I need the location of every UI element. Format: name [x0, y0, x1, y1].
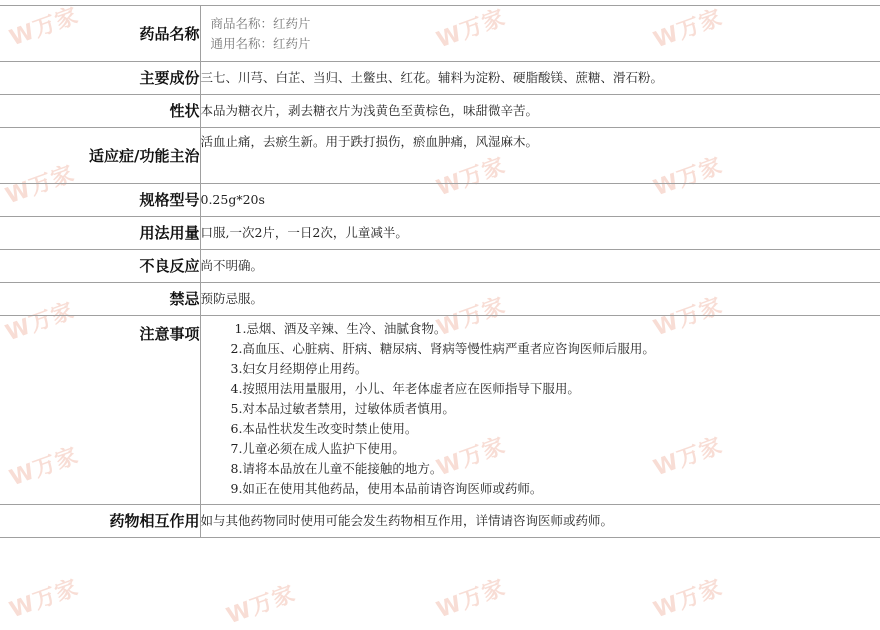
list-item: 9.如正在使用其他药品，使用本品前请咨询医师或药师。: [231, 479, 880, 499]
value-drug-name: [200, 6, 880, 62]
value-precautions: [200, 316, 880, 505]
row-indications: [0, 128, 880, 184]
value-ingredients: 三七、川芎、白芷、当归、土鳖虫、红花。辅料为淀粉、硬脂酸镁、蔗糖、滑石粉。: [200, 62, 880, 95]
label-interactions: 药物相互作用: [0, 505, 200, 538]
label-adverse: 不良反应: [0, 250, 200, 283]
watermark-logo: W万家: [5, 571, 83, 625]
drug-info-table: [0, 5, 880, 538]
value-spec: 0.25g*20s: [200, 184, 880, 217]
row-usage: [0, 217, 880, 250]
precautions-list: [231, 319, 880, 499]
watermark-logo: W万家: [5, 439, 83, 493]
watermark-logo: W万家: [649, 149, 727, 203]
label-ingredients: 主要成份: [0, 62, 200, 95]
watermark-logo: W万家: [649, 1, 727, 55]
label-indications: 适应症/功能主治: [0, 128, 200, 184]
list-item: 5.对本品过敏者禁用，过敏体质者慎用。: [231, 399, 880, 419]
row-interactions: [0, 505, 880, 538]
watermark-logo: W万家: [649, 571, 727, 625]
row-ingredients: [0, 62, 880, 95]
watermark-logo: W万家: [222, 577, 300, 630]
row-character: [0, 95, 880, 128]
generic-name: 通用名称：红药片: [211, 34, 880, 54]
row-drug-name: [0, 6, 880, 62]
label-spec: 规格型号: [0, 184, 200, 217]
value-indications: 活血止痛，去瘀生新。用于跌打损伤，瘀血肿痛，风湿麻木。: [200, 128, 880, 184]
value-interactions: 如与其他药物同时使用可能会发生药物相互作用，详情请咨询医师或药师。: [200, 505, 880, 538]
value-character: 本品为糖衣片，剥去糖衣片为浅黄色至黄棕色，味甜微辛苦。: [200, 95, 880, 128]
list-item: 4.按照用法用量服用，小儿、年老体虚者应在医师指导下服用。: [231, 379, 880, 399]
watermark-logo: W万家: [1, 294, 79, 348]
list-item: 6.本品性状发生改变时禁止使用。: [231, 419, 880, 439]
list-item: 2.高血压、心脏病、肝病、糖尿病、肾病等慢性病严重者应咨询医师后服用。: [231, 339, 880, 359]
value-adverse: 尚不明确。: [200, 250, 880, 283]
label-character: 性状: [0, 95, 200, 128]
watermark-logo: W万家: [649, 429, 727, 483]
label-usage: 用法用量: [0, 217, 200, 250]
watermark-logo: W万家: [432, 571, 510, 625]
watermark-logo: W万家: [649, 289, 727, 343]
watermark-logo: W万家: [432, 1, 510, 55]
list-item: 1.忌烟、酒及辛辣、生冷、油腻食物。: [231, 319, 880, 339]
row-precautions: [0, 316, 880, 505]
row-adverse: [0, 250, 880, 283]
label-precautions: 注意事项: [0, 316, 200, 505]
list-item: 3.妇女月经期停止用药。: [231, 359, 880, 379]
list-item: 7.儿童必须在成人监护下使用。: [231, 439, 880, 459]
label-contraindications: 禁忌: [0, 283, 200, 316]
value-usage: 口服,一次2片，一日2次，儿童减半。: [200, 217, 880, 250]
watermark-logo: W万家: [432, 289, 510, 343]
watermark-logo: W万家: [5, 0, 83, 52]
watermark-logo: W万家: [432, 429, 510, 483]
label-drug-name: 药品名称: [0, 6, 200, 62]
watermark-logo: W万家: [1, 157, 79, 211]
list-item: 8.请将本品放在儿童不能接触的地方。: [231, 459, 880, 479]
row-spec: [0, 184, 880, 217]
watermark-logo: W万家: [432, 149, 510, 203]
row-contraindications: [0, 283, 880, 316]
value-contraindications: 预防忌服。: [200, 283, 880, 316]
product-name: 商品名称：红药片: [211, 14, 880, 34]
